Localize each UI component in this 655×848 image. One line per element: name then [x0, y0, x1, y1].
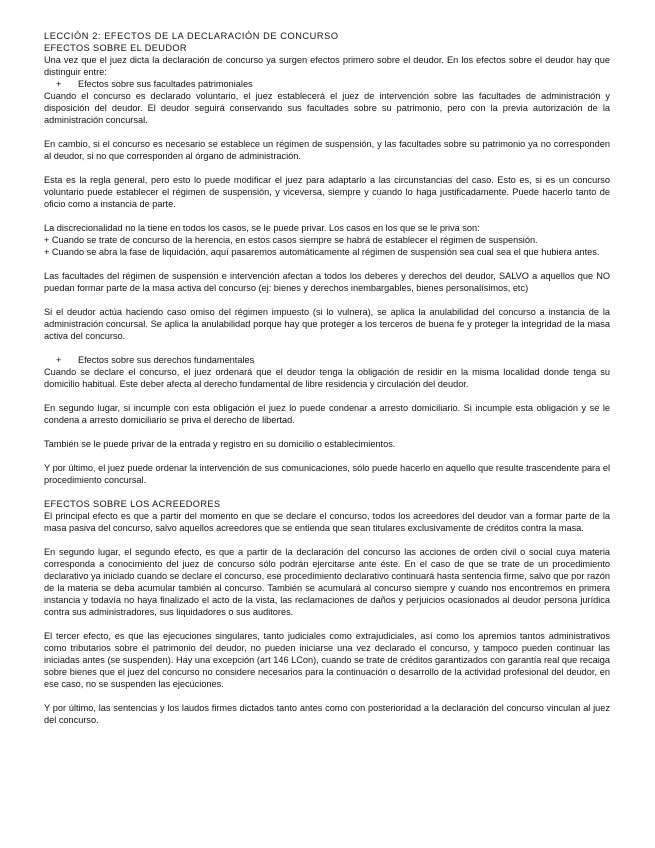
paragraph: Cuando el concurso es declarado voluntario, el juez establecerá el juez de intervención sobre las facultades de administración y disposición del deudor. El deudor seguirá conservando sus facultades sobre su patrimonio, pero con la previa autorización de la administración concursal.: [44, 91, 610, 125]
bullet-patrimonial: [44, 78, 610, 90]
intro-paragraph: Una vez que el juez dicta la declaración de concurso ya surgen efectos primero sobre el deudor. En los efectos sobre el deudor hay que distinguir entre:: [44, 55, 610, 77]
section-title-creditors: EFECTOS SOBRE LOS ACREEDORES: [44, 499, 221, 509]
paragraph: La discrecionalidad no la tiene en todos los casos, se le puede privar. Los casos en los que se le priva son:: [44, 223, 480, 233]
document-page: [44, 30, 610, 726]
bullet-mark: +: [56, 79, 62, 89]
paragraph: Las facultades del régimen de suspensión e intervención afectan a todos los deberes y derechos del deudor, SALVO a aquellos que NO puedan formar parte de la masa activa del concurso (ej: bienes y derechos inembargables, bienes personalísimos, etc): [44, 271, 610, 293]
list-item: + Cuando se abra la fase de liquidación, aquí pasaremos automáticamente al régimen de suspensión sea cual sea el que hubiera antes.: [44, 247, 600, 257]
paragraph: El tercer efecto, es que las ejecuciones singulares, tanto judiciales como extrajudiciales, así como los apremios tantos administrativos como tributarios sobre el patrimonio del deudor, no pueden iniciarse una vez declarado el concurso, y tampoco pueden continuar las iniciadas antes (se suspenden). Hay una excepción (art 146 LCon), cuando se trate de créditos garantizados con garantía real que recaiga sobre bienes que el juez del concurso no considere necesarios para la continuación o desarrollo de la actividad profesional del deudor, en ese caso, no se suspenden las ejecuciones.: [44, 631, 610, 689]
paragraph: En segundo lugar, el segundo efecto, es que a partir de la declaración del concurso las acciones de orden civil o social cuya materia corresponda a conocimiento del juez de concurso sólo podrán ejercitarse ante éste. En el caso de que se trate de un procedimiento declarativo ya iniciado cuando se declare el concurso, ese procedimiento declarativo continuará hasta sentencia firme, salvo que por razón de la materia se deba acumular también al concurso. También se acumulará al concurso siempre y cuando nos encontremos en primera instancia y todavía no haya finalizado el acto de la vista, las reclamaciones de daños y perjuicios ocasionados al deudor persona jurídica contra sus administradores, sus liquidadores o sus auditores.: [44, 547, 610, 617]
bullet-label: Efectos sobre sus facultades patrimoniales: [78, 79, 253, 89]
lesson-title: LECCIÓN 2: EFECTOS DE LA DECLARACIÓN DE CONCURSO: [44, 31, 339, 41]
bullet-mark: +: [56, 355, 62, 365]
list-item: + Cuando se trate de concurso de la herencia, en estos casos siempre se habrá de establecer el régimen de suspensión.: [44, 235, 538, 245]
paragraph: Si el deudor actúa haciendo caso omiso del régimen impuesto (si lo vulnera), se aplica la anulabilidad del concurso a instancia de la administración concursal. Se aplica la anulabilidad porque hay que proteger a los terceros de buena fe y proteger la integridad de la masa activa del concurso.: [44, 307, 610, 341]
paragraph: Y por último, el juez puede ordenar la intervención de sus comunicaciones, sólo puede hacerlo en aquello que resulte trascendente para el procedimiento concursal.: [44, 463, 610, 485]
paragraph: Y por último, las sentencias y los laudos firmes dictados tanto antes como con posterioridad a la declaración del concurso vinculan al juez del concurso.: [44, 703, 610, 725]
section-title-debtor: EFECTOS SOBRE EL DEUDOR: [44, 43, 187, 53]
paragraph: Esta es la regla general, pero esto lo puede modificar el juez para adaptarlo a las circunstancias del caso. Esto es, si es un concurso voluntario puede establecer el régimen de suspensión, y viceversa, siempre y cuando lo haga justificadamente. Puede hacerlo tanto de oficio como a instancia de parte.: [44, 175, 610, 209]
bullet-fundamental-rights: [44, 354, 610, 366]
paragraph: En cambio, si el concurso es necesario se establece un régimen de suspensión, y las facultades sobre su patrimonio ya no corresponden al deudor, si no que corresponden al órgano de administración.: [44, 139, 610, 161]
paragraph: El principal efecto es que a partir del momento en que se declare el concurso, todos los acreedores del deudor van a formar parte de la masa pasiva del concurso, salvo aquellos acreedores que se entienda que sean titulares exclusivamente de créditos contra la masa.: [44, 511, 610, 533]
paragraph: En segundo lugar, si incumple con esta obligación el juez lo puede condenar a arresto domiciliario. Si incumple esta obligación y se le condena a arresto domiciliario se priva el derecho de libertad.: [44, 403, 610, 425]
bullet-label: Efectos sobre sus derechos fundamentales: [78, 355, 255, 365]
paragraph: Cuando se declare el concurso, el juez ordenará que el deudor tenga la obligación de residir en la misma localidad donde tenga su domicilio habitual. Este deber afecta al derecho fundamental de libre residencia y circulación del deudor.: [44, 367, 610, 389]
paragraph: También se le puede privar de la entrada y registro en su domicilio o establecimientos.: [44, 439, 396, 449]
